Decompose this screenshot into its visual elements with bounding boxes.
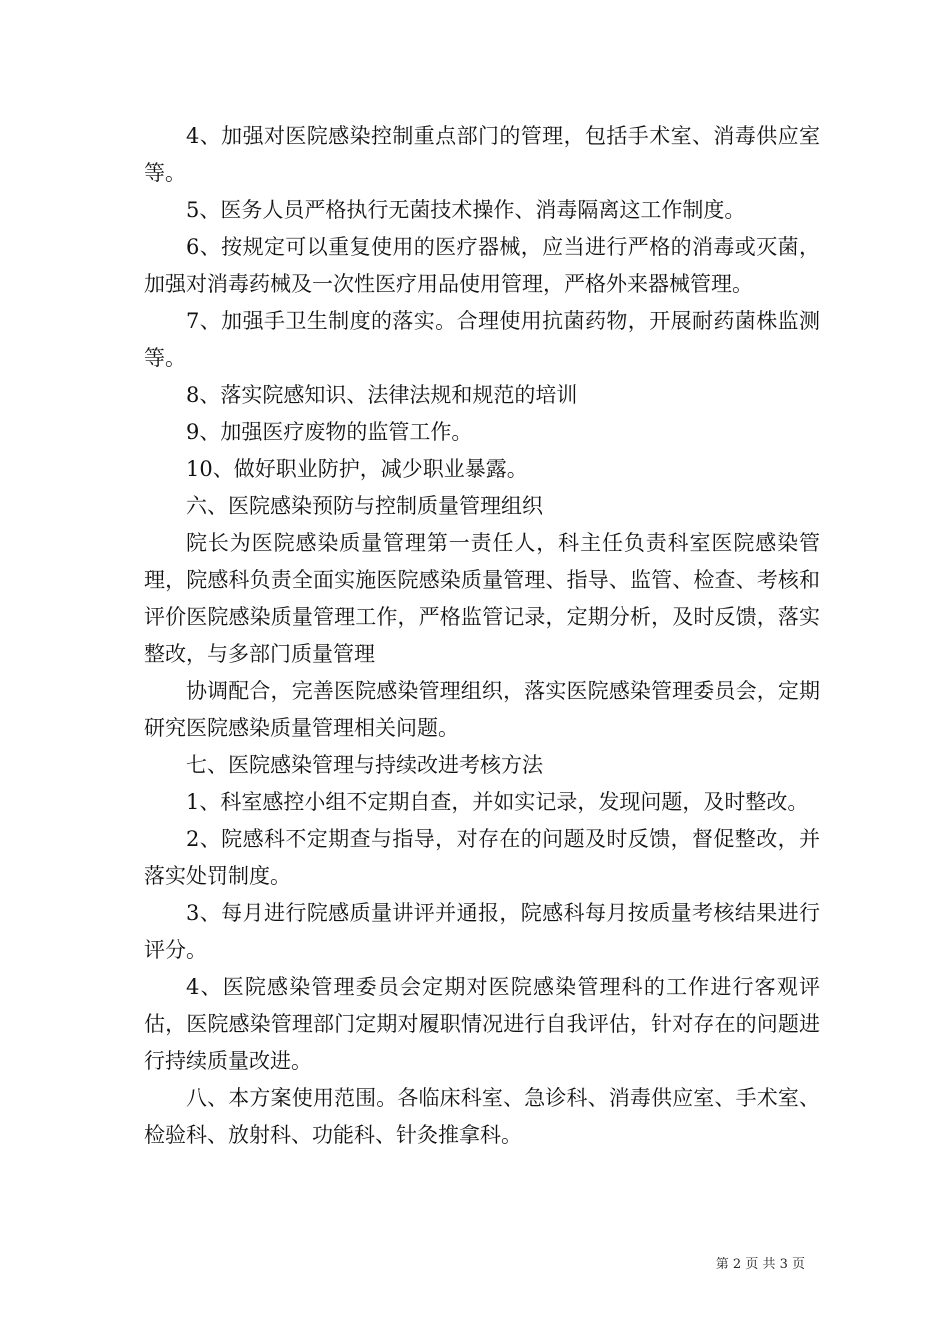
document-body [144,118,820,1154]
paragraph-item-6-medical-devices: 6、按规定可以重复使用的医疗器械，应当进行严格的消毒或灭菌，加强对消毒药械及一次性医疗用品使用管理，严格外来器械管理。 [144,235,820,296]
paragraph-item-10-occupational-protection: 10、做好职业防护，减少职业暴露。 [186,457,528,481]
paragraph-organization-responsibility: 院长为医院感染质量管理第一责任人，科主任负责科室医院感染管理，院感科负责全面实施医院感染质量管理、指导、监管、检查、考核和评价医院感染质量管理工作，严格监管记录，定期分析，及时反馈，落实整改，与多部门质量管理 [144,531,820,666]
section-heading-6: 六、医院感染预防与控制质量管理组织 [186,494,543,518]
paragraph-assessment-2: 2、院感科不定期查与指导，对存在的问题及时反馈，督促整改，并落实处罚制度。 [144,827,820,888]
paragraph-assessment-3: 3、每月进行院感质量讲评并通报，院感科每月按质量考核结果进行评分。 [144,901,820,962]
section-heading-7: 七、医院感染管理与持续改进考核方法 [186,753,543,777]
paragraph-coordination: 协调配合，完善医院感染管理组织，落实医院感染管理委员会，定期研究医院感染质量管理相关问题。 [144,679,820,740]
section-heading-8-scope: 八、本方案使用范围。各临床科室、急诊科、消毒供应室、手术室、检验科、放射科、功能科、针灸推拿科。 [144,1086,820,1147]
paragraph-item-4-key-departments: 4、加强对医院感染控制重点部门的管理，包括手术室、消毒供应室等。 [144,124,820,185]
paragraph-assessment-1: 1、科室感控小组不定期自查，并如实记录，发现问题，及时整改。 [186,790,809,814]
paragraph-item-8-training: 8、落实院感知识、法律法规和规范的培训 [186,383,578,407]
paragraph-item-7-hand-hygiene: 7、加强手卫生制度的落实。合理使用抗菌药物，开展耐药菌株监测等。 [144,309,820,370]
page-number: 第 2 页 共 3 页 [715,1257,805,1272]
paragraph-assessment-4: 4、医院感染管理委员会定期对医院感染管理科的工作进行客观评估，医院感染管理部门定期对履职情况进行自我评估，针对存在的问题进行持续质量改进。 [144,975,820,1073]
paragraph-item-9-medical-waste: 9、加强医疗废物的监管工作。 [186,420,473,444]
paragraph-item-5-aseptic-technique: 5、医务人员严格执行无菌技术操作、消毒隔离这工作制度。 [186,198,746,222]
